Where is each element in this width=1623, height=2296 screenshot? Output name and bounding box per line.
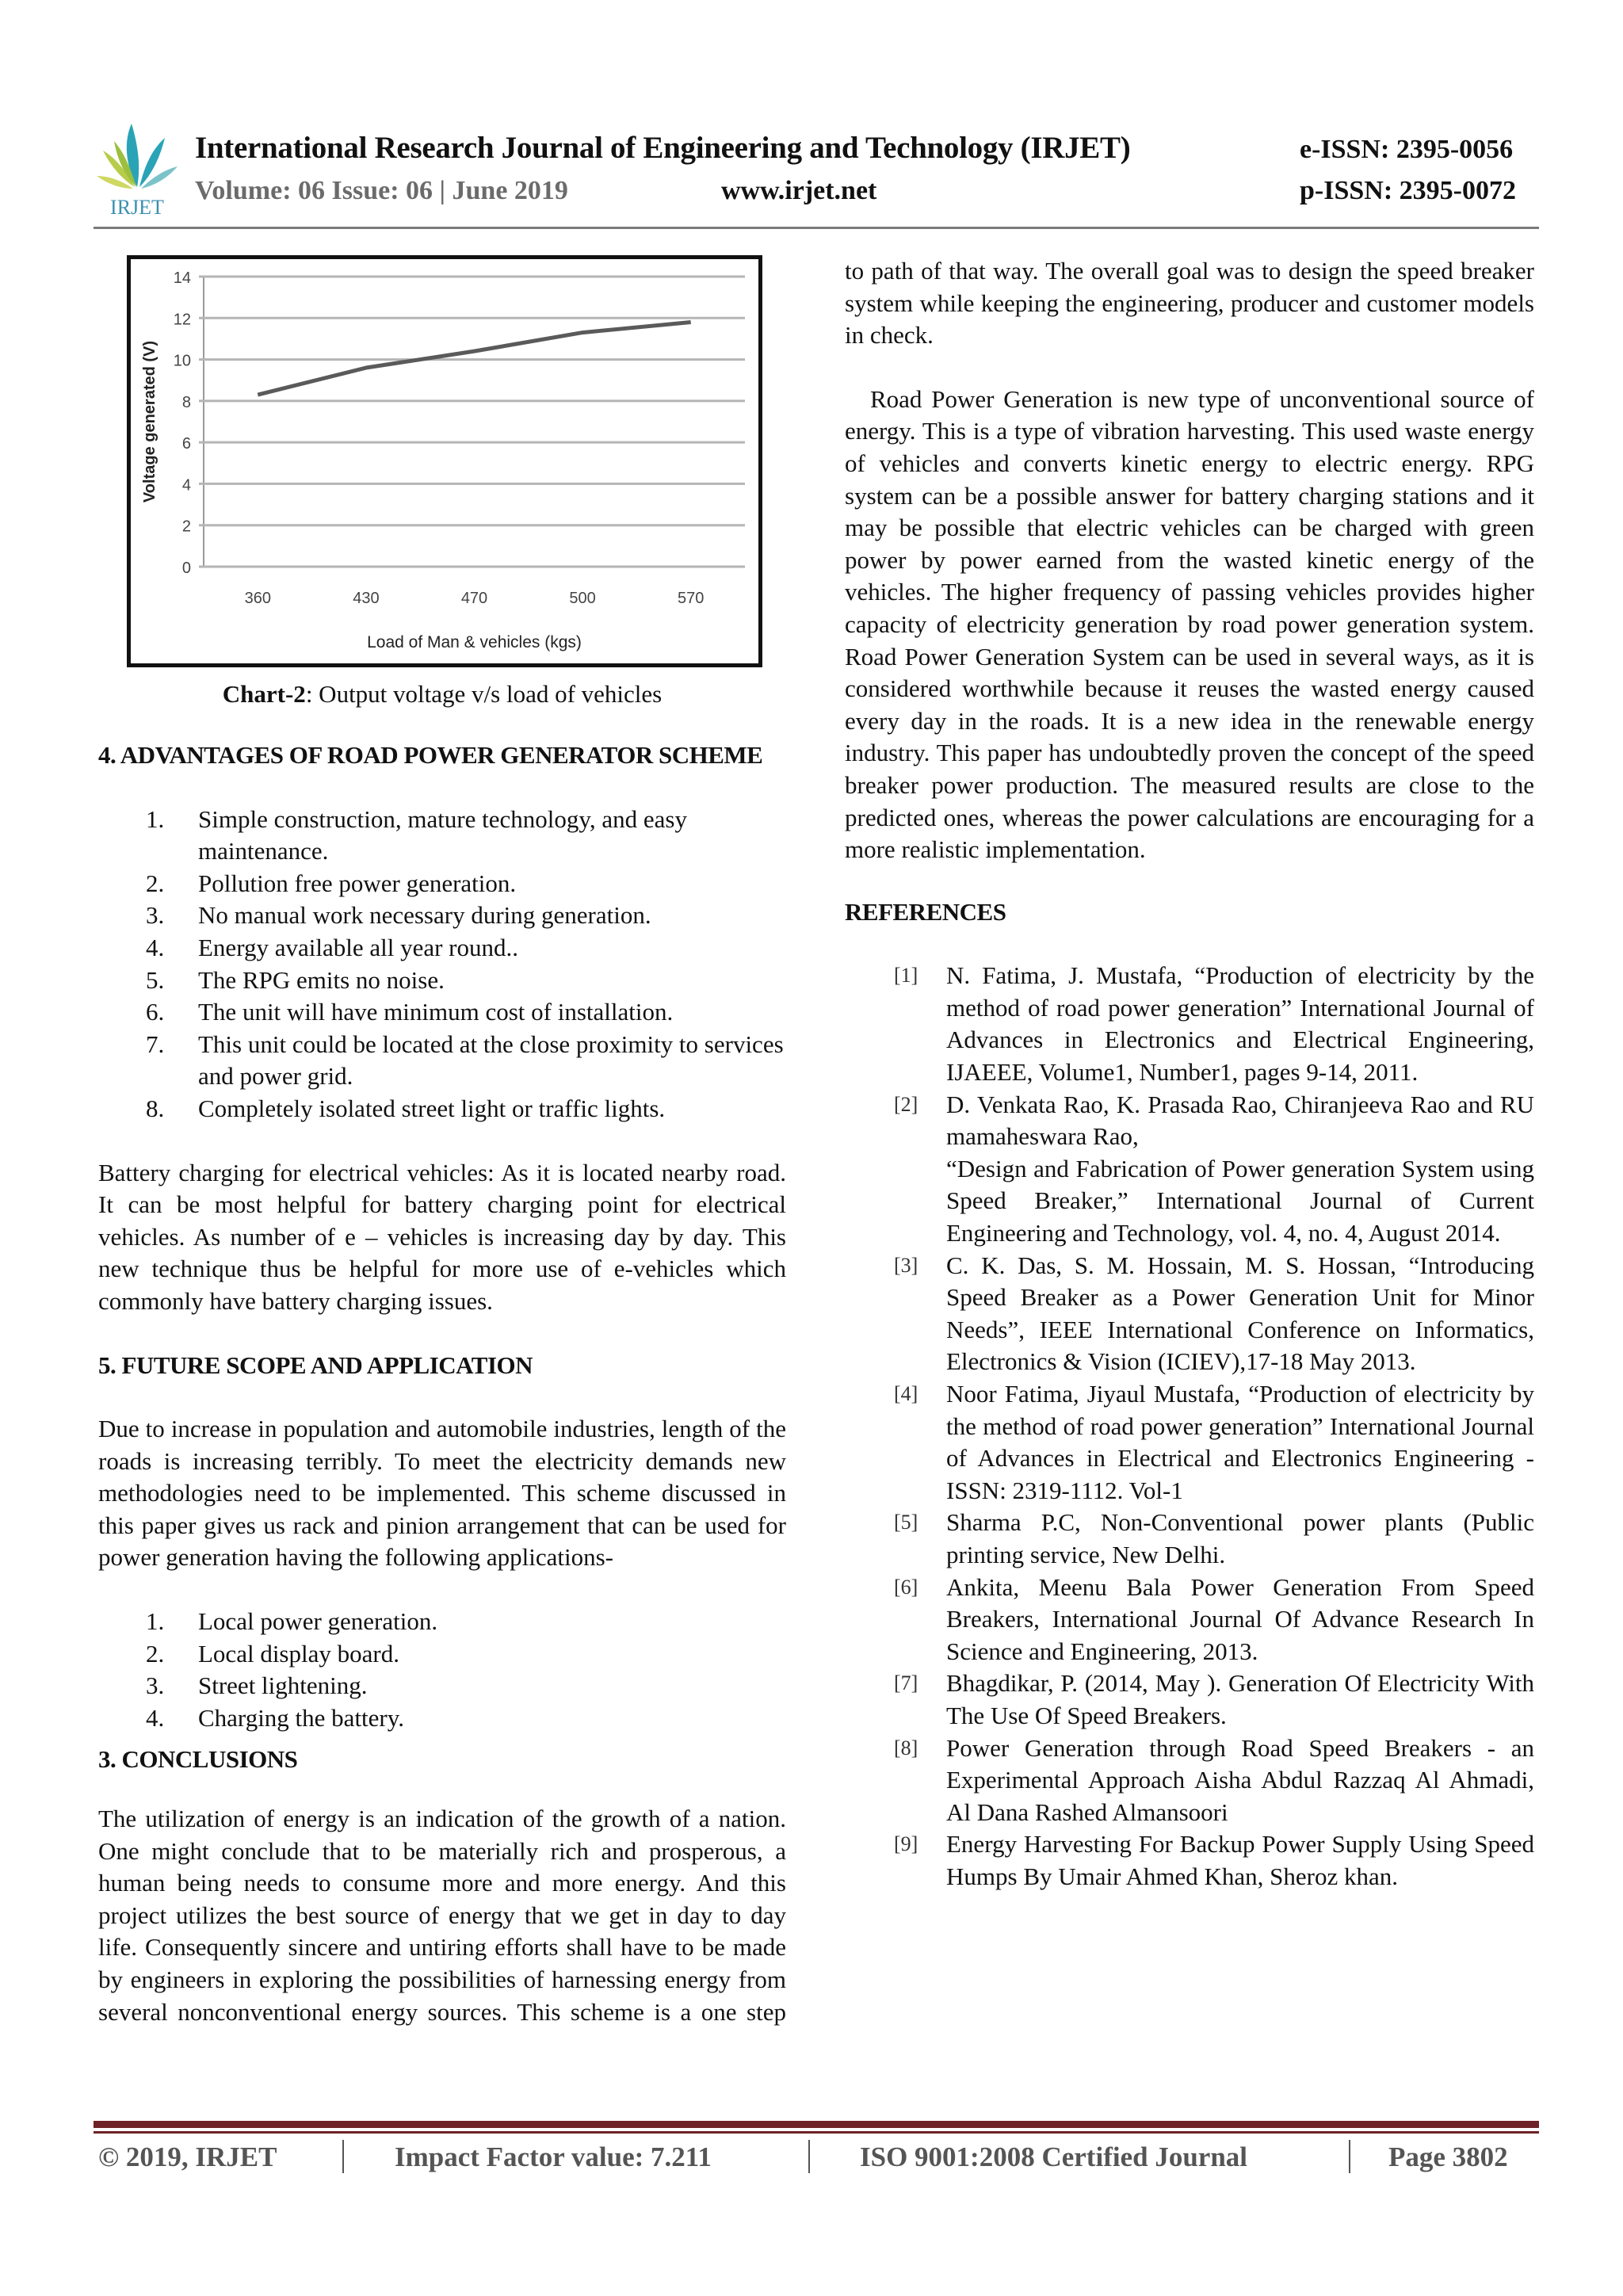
list-item-text: Noor Fatima, Jiyaul Mustafa, “Production of electricity by the method of road power generation” International Journal of Advances in Electrical and Electronics Engineering - ISSN: 2319-1112. Vol-1 (946, 1380, 1534, 1504)
footer-divider-thin (94, 2131, 1539, 2134)
list-item-number: [4] (894, 1382, 918, 1405)
references-list (845, 960, 1534, 1893)
future-scope-paragraph: Due to increase in population and automobile industries, length of the roads is increasing terribly. To meet the electricity demands new methodologies need to be implemented. This scheme discussed in this paper gives us rack and pinion arrangement that can be used for power generation having the following applications- (98, 1415, 786, 1572)
advantages-list (98, 804, 786, 1125)
list-item (98, 804, 786, 868)
list-item-text: The RPG emits no noise. (198, 965, 445, 994)
battery-paragraph: Battery charging for electrical vehicles: As it is located nearby road. It can be most helpful for battery charging point for electrical vehicles. As number of e – vehicles is increasing day by day. This new technique thus be helpful for more use of e-vehicles which commonly have battery charging issues. (98, 1158, 786, 1315)
list-item (98, 1093, 786, 1125)
reference-item (845, 1378, 1534, 1507)
conclusions-paragraph: The utilization of energy is an indication of the growth of a nation. One might conclude that to be materially rich and prosperous, a human being needs to consume more and more energy. And this project utilizes the best source of energy that we get in day to day life. Consequently sincere and untiring efforts shall have to be made by engineers in exploring the possibilities of harnessing energy from several nonconventional energy sources. This scheme is a one step (98, 1805, 786, 2026)
future-scope-heading: 5. FUTURE SCOPE AND APPLICATION (98, 1350, 533, 1379)
list-item (98, 1702, 786, 1735)
chart-output-voltage (127, 255, 762, 667)
list-item-number: 2. (146, 1639, 165, 1668)
reference-item (845, 1572, 1534, 1668)
y-tick-label: 12 (173, 311, 191, 329)
list-item-number: 1. (146, 804, 165, 833)
x-tick-label: 470 (460, 590, 488, 607)
continuation-paragraph: to path of that way. The overall goal was to design the speed breaker system while keeping the engineering, producer and customer models in check. (845, 257, 1534, 350)
list-item-text: Street lightening. (198, 1671, 368, 1700)
list-item (98, 900, 786, 932)
list-item-number: 4. (146, 1703, 165, 1732)
chart-caption-text: : Output voltage v/s load of vehicles (305, 680, 663, 708)
journal-title: International Research Journal of Engineering and Technology (IRJET) (195, 131, 1131, 165)
footer-divider-thick (94, 2121, 1539, 2128)
journal-website-link[interactable]: www.irjet.net (721, 176, 877, 205)
list-item (98, 965, 786, 997)
list-item-number: [2] (894, 1092, 918, 1116)
reference-item (845, 1828, 1534, 1893)
list-item-number: [3] (894, 1253, 918, 1277)
list-item (98, 932, 786, 965)
line-chart (131, 259, 758, 663)
list-item-number: [7] (894, 1671, 918, 1695)
x-axis-label: Load of Man & vehicles (kgs) (367, 633, 582, 651)
list-item (98, 1606, 786, 1638)
list-item-text: No manual work necessary during generation. (198, 901, 651, 930)
x-tick-label: 570 (678, 590, 705, 607)
list-item-text: Energy Harvesting For Backup Power Supply Using Speed Humps By Umair Ahmed Khan, Sheroz khan. (946, 1830, 1534, 1890)
e-issn: e-ISSN: 2395-0056 (1300, 135, 1514, 164)
list-item-text: Completely isolated street light or traffic lights. (198, 1094, 666, 1122)
list-item-text: Pollution free power generation. (198, 869, 517, 897)
left-column (98, 739, 786, 2028)
list-item-number: 3. (146, 1671, 165, 1700)
footer-page-number: Page 3802 (1388, 2141, 1508, 2172)
conclusions-heading: 3. CONCLUSIONS (98, 1745, 298, 1774)
y-tick-label: 6 (181, 435, 191, 453)
list-item-text: The unit will have minimum cost of installation. (198, 998, 674, 1026)
list-item (98, 1670, 786, 1702)
y-tick-label: 10 (173, 352, 191, 370)
list-item-number: 2. (146, 869, 165, 897)
list-item-text: Sharma P.C, Non-Conventional power plants (Public printing service, New Delhi. (946, 1508, 1534, 1568)
list-item-text: N. Fatima, J. Mustafa, “Production of electricity by the method of road power generation” International Journal of Advances in Electronics and Electrical Engineering, IJAEEE, Volume1, Number1, pages 9-14, 2011. (946, 961, 1534, 1087)
reference-item (845, 1089, 1534, 1250)
list-item-text: C. K. Das, S. M. Hossain, M. S. Hossan, “Introducing Speed Breaker as a Power Generation Unit for Minor Needs”, IEEE International Conference on Informatics, Electronics & Vision (ICIEV),17-18 May 2013. (946, 1251, 1534, 1376)
list-item-text: Local display board. (198, 1639, 399, 1668)
references-heading: REFERENCES (845, 897, 1006, 926)
list-item-number: [8] (894, 1736, 918, 1759)
header-divider (94, 227, 1539, 229)
list-item-text: Local power generation. (198, 1607, 438, 1636)
x-tick-label: 430 (353, 590, 380, 607)
list-item-text: Simple construction, mature technology, and easy maintenance. (198, 804, 687, 865)
reference-item (845, 960, 1534, 1088)
list-item-number: 1. (146, 1607, 165, 1636)
list-item-number: [1] (894, 964, 918, 988)
list-item-number: 8. (146, 1094, 165, 1122)
y-tick-label: 2 (181, 518, 191, 536)
y-axis-label: Voltage generated (V) (141, 340, 158, 503)
list-item-text: D. Venkata Rao, K. Prasada Rao, Chiranjeeva Rao and RU mamaheswara Rao, (946, 1090, 1534, 1151)
reference-item (845, 1733, 1534, 1829)
leaf-fan-logo-icon (94, 117, 181, 219)
list-item-text: Ankita, Meenu Bala Power Generation From Speed Breakers, International Journal Of Advance Research In Science and Engineering, 2013. (946, 1572, 1534, 1665)
list-item-text: Power Generation through Road Speed Breakers - an Experimental Approach Aisha Abdul Razzaq Al Ahmadi, Al Dana Rashed Almansoori (946, 1733, 1534, 1826)
right-column (845, 255, 1534, 1893)
advantages-heading: 4. ADVANTAGES OF ROAD POWER GENERATOR SCHEME (98, 741, 763, 769)
rpg-paragraph: Road Power Generation is new type of unconventional source of energy. This is a type of vibration harvesting. This used waste energy of vehicles and converts kinetic energy to electric energy. RPG system can be a possible answer for battery charging stations and it may be possible that electric vehicles can be charged with green power by power earned from the wasted kinetic energy of the vehicles. The higher frequency of passing vehicles provides higher capacity of electricity generation by road power generation system. Road Power Generation System can be used in several ways, as it is considered worthwhile because it reuses the wasted energy caused every day in the roads. It is a new idea in the renewable energy industry. This paper has undoubtedly proven the concept of the speed breaker power production. The measured results are close to the predicted ones, whereas the power calculations are encouraging for a more realistic implementation. (845, 384, 1534, 864)
list-item-number: [9] (894, 1832, 918, 1856)
list-item-text: This unit could be located at the close proximity to services and power grid. (198, 1030, 784, 1091)
list-item-number: [5] (894, 1511, 918, 1534)
y-tick-label: 8 (181, 393, 191, 411)
footer-separator (342, 2140, 344, 2173)
reference-item (845, 1668, 1534, 1732)
list-item (98, 868, 786, 900)
list-item-text: Energy available all year round.. (198, 933, 518, 961)
volume-issue: Volume: 06 Issue: 06 | June 2019 (195, 176, 568, 205)
list-item-number: 4. (146, 933, 165, 961)
list-item-text: Bhagdikar, P. (2014, May ). Generation Of Electricity With The Use Of Speed Breakers. (946, 1669, 1534, 1729)
chart-caption (98, 680, 786, 709)
list-item-text: Charging the battery. (198, 1703, 404, 1732)
x-tick-label: 360 (244, 590, 271, 607)
reference-item (845, 1250, 1534, 1378)
list-item-number: 6. (146, 998, 165, 1026)
y-tick-label: 0 (181, 560, 191, 577)
applications-list (98, 1606, 786, 1734)
footer-iso: ISO 9001:2008 Certified Journal (860, 2141, 1248, 2172)
list-item (98, 1638, 786, 1671)
p-issn: p-ISSN: 2395-0072 (1300, 176, 1516, 205)
list-item-number: [6] (894, 1575, 918, 1599)
y-tick-label: 4 (181, 476, 191, 495)
irjet-logo (94, 117, 181, 219)
list-item-number: 7. (146, 1030, 165, 1058)
reference-item (845, 1507, 1534, 1571)
footer-copyright: © 2019, IRJET (98, 2141, 277, 2172)
svg-text:IRJET: IRJET (110, 196, 164, 219)
footer-impact-factor: Impact Factor value: 7.211 (395, 2141, 712, 2172)
y-tick-label: 14 (173, 269, 191, 287)
footer-separator (808, 2140, 810, 2173)
x-tick-label: 500 (569, 590, 596, 607)
list-item-text-continued: “Design and Fabrication of Power generation System using Speed Breaker,” International Journal of Current Engineering and Technology, vol. 4, no. 4, August 2014. (946, 1154, 1534, 1247)
list-item (98, 1029, 786, 1093)
footer-separator (1349, 2140, 1350, 2173)
list-item-number: 5. (146, 965, 165, 994)
list-item (98, 996, 786, 1029)
list-item-number: 3. (146, 901, 165, 930)
chart-caption-label: Chart-2 (222, 680, 306, 708)
